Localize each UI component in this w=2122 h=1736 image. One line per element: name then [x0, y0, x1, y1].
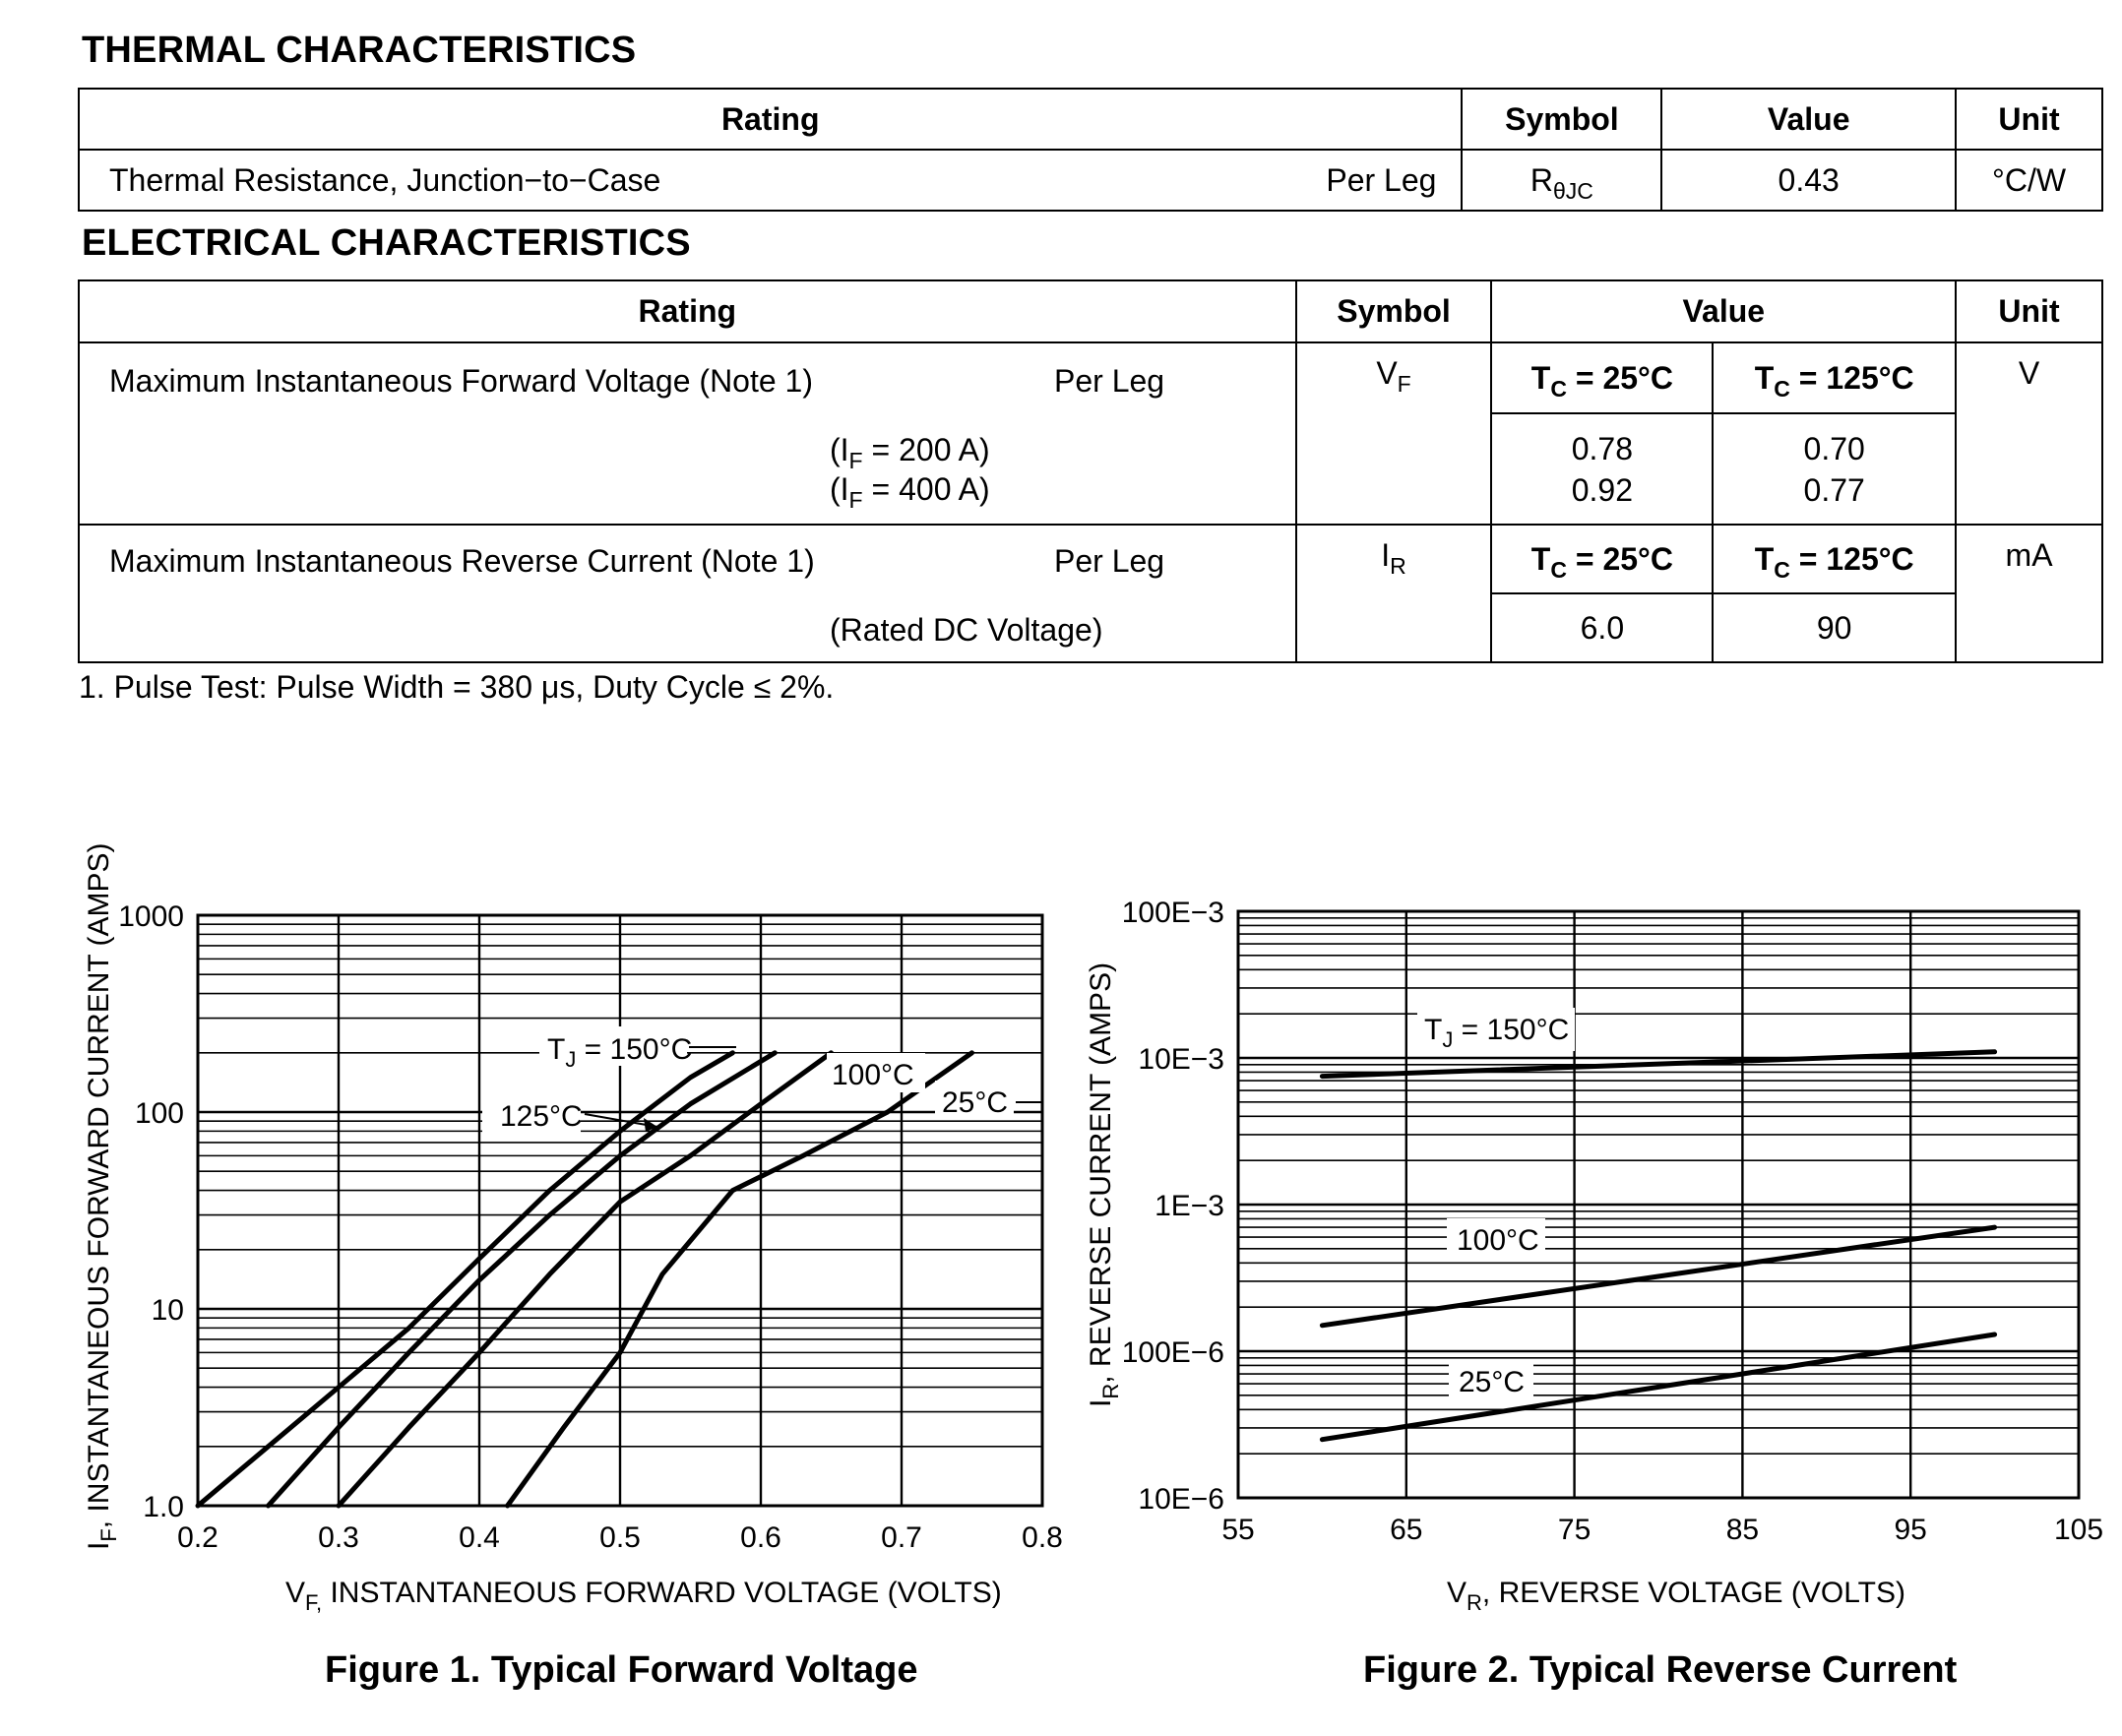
fig1-x-tick-label: 0.4	[459, 1521, 500, 1554]
ir-cond: (Rated DC Voltage)	[830, 612, 1103, 648]
thermal-symbol-header: Symbol	[1462, 89, 1661, 150]
vf-rating-text: Maximum Instantaneous Forward Voltage (Note 1)	[109, 363, 813, 399]
thermal-rating-text: Thermal Resistance, Junction−to−Case	[109, 162, 661, 198]
ir-value-25: 6.0	[1491, 593, 1713, 662]
vf-values-25: 0.78 0.92	[1491, 413, 1713, 525]
fig2-x-tick-label: 105	[2053, 1514, 2104, 1546]
fig2-x-tick-label: 75	[1557, 1514, 1592, 1546]
thermal-unit-cell: °C/W	[1956, 150, 2102, 211]
fig1-x-tick-label: 0.7	[881, 1521, 922, 1554]
fig2-label-25c: 25°C	[1459, 1366, 1526, 1398]
fig2-label-150c: $T_J = 150^\circ C$	[1424, 1014, 1570, 1052]
vf-symbol-cell: $V_F$	[1296, 342, 1492, 525]
elec-rating-header: Rating	[79, 280, 1296, 342]
fig2-x-tick-label: 65	[1390, 1514, 1423, 1546]
elec-unit-header: Unit	[1956, 280, 2102, 342]
ir-unit-cell: mA	[1956, 525, 2102, 662]
vf-per-leg: Per Leg	[1054, 363, 1165, 399]
thermal-unit-header: Unit	[1956, 89, 2102, 150]
figure-1-caption: Figure 1. Typical Forward Voltage	[325, 1649, 918, 1691]
thermal-symbol-cell: $R_{\theta JC}$	[1462, 150, 1661, 211]
fig1-label-100c: 100°C	[832, 1059, 914, 1091]
ir-per-leg: Per Leg	[1054, 543, 1165, 579]
fig1-label-25c: 25°C	[942, 1086, 1009, 1119]
fig2-y-tick-label: 10E−3	[1138, 1043, 1224, 1076]
electrical-heading: ELECTRICAL CHARACTERISTICS	[82, 222, 691, 264]
fig2-label-100c: 100°C	[1457, 1224, 1539, 1257]
fig1-x-tick-label: 0.5	[599, 1521, 641, 1554]
fig1-x-tick-label: 0.8	[1022, 1521, 1063, 1554]
fig1-x-tick-label: 0.3	[318, 1521, 359, 1554]
vf-tc125-header: $T_C = 125^\circ C$	[1713, 342, 1956, 413]
thermal-heading: THERMAL CHARACTERISTICS	[82, 30, 637, 71]
elec-value-header: Value	[1491, 280, 1956, 342]
fig1-x-axis-label: $V_{F,}$ INSTANTANEOUS FORWARD VOLTAGE (VOLTS)	[285, 1577, 1002, 1615]
fig2-y-axis-label: $I_R$, REVERSE CURRENT (AMPS)	[1085, 961, 1123, 1407]
fig2-y-tick-label: 100E−6	[1121, 1336, 1224, 1369]
fig1-x-tick-label: 0.2	[177, 1521, 218, 1554]
fig1-y-tick-label: 10	[151, 1294, 184, 1327]
fig1-y-tick-label: 1000	[118, 900, 184, 933]
fig2-x-tick-label: 55	[1221, 1514, 1255, 1546]
fig2-x-tick-label: 85	[1725, 1514, 1760, 1546]
vf-cond-400: ($I_F = 400$ A)	[830, 471, 990, 514]
ir-symbol-cell: $I_R$	[1296, 525, 1492, 662]
fig1-label-125c: 125°C	[500, 1100, 583, 1133]
thermal-per-leg: Per Leg	[1326, 162, 1437, 198]
thermal-value-cell: 0.43	[1661, 150, 1956, 211]
ir-tc125-header: $T_C = 125^\circ C$	[1713, 525, 1956, 593]
thermal-value-header: Value	[1661, 89, 1956, 150]
footnote: 1. Pulse Test: Pulse Width = 380 μs, Duty Cycle ≤ 2%.	[79, 669, 835, 705]
figure-2-caption: Figure 2. Typical Reverse Current	[1363, 1649, 1958, 1691]
vf-tc25-header: $T_C = 25^\circ C$	[1491, 342, 1713, 413]
fig2-x-axis-label: $V_R$, REVERSE VOLTAGE (VOLTS)	[1447, 1577, 1905, 1615]
fig2-series-100c	[1322, 1227, 1994, 1326]
fig1-x-tick-label: 0.6	[740, 1521, 781, 1554]
ir-rating-text: Maximum Instantaneous Reverse Current (Note 1)	[109, 543, 815, 579]
fig1-y-tick-label: 1.0	[143, 1491, 184, 1523]
thermal-rating-header: Rating	[79, 89, 1462, 150]
vf-unit-cell: V	[1956, 342, 2102, 525]
vf-values-125: 0.70 0.77	[1713, 413, 1956, 525]
fig1-label-150c: $T_J = 150^\circ C$	[547, 1033, 693, 1072]
ir-value-125: 90	[1713, 593, 1956, 662]
elec-symbol-header: Symbol	[1296, 280, 1492, 342]
vf-cond-200: ($I_F = 200$ A)	[830, 432, 990, 474]
fig1-y-tick-label: 100	[134, 1097, 184, 1130]
fig2-x-tick-label: 95	[1894, 1514, 1927, 1546]
fig2-y-tick-label: 100E−3	[1121, 897, 1224, 929]
fig2-y-tick-label: 1E−3	[1155, 1190, 1224, 1222]
ir-tc25-header: $T_C = 25^\circ C$	[1491, 525, 1713, 593]
fig2-y-tick-label: 10E−6	[1138, 1483, 1224, 1516]
fig1-y-axis-label: $I_F$, INSTANTANEOUS FORWARD CURRENT (AMPS)	[83, 842, 121, 1550]
